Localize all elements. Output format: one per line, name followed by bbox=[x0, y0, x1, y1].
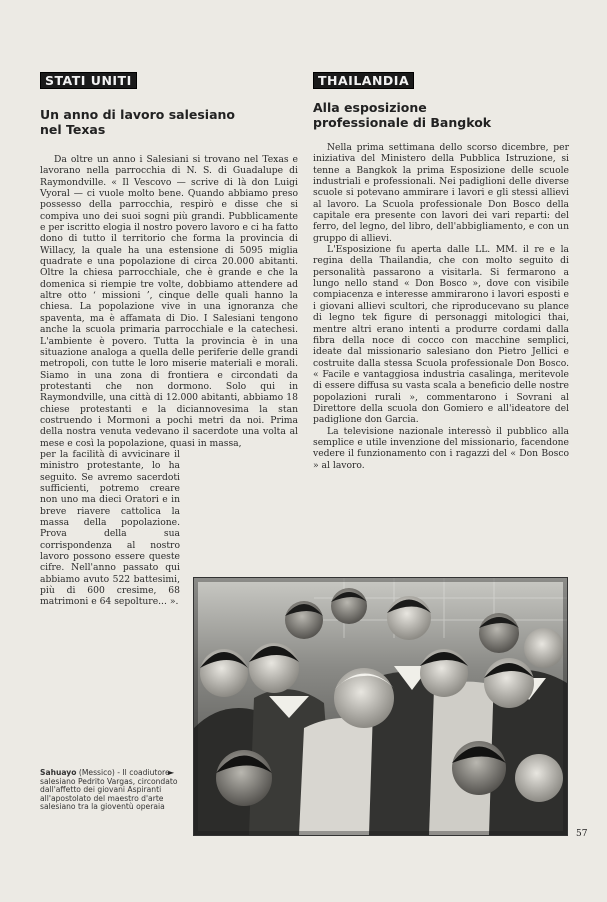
caption-place: Sahuayo bbox=[40, 768, 77, 777]
article-paragraph: L'Esposizione fu aperta dalle LL. MM. il re e la regina della Thailandia, che con molto seguito di personalità passarono a visitarla. Si fermarono a lungo nello stand « Don Bosco », dove con visibile compiacenza e interesse ammirarono i lavori esposti e i giovani allievi scultori, che riproducevano su plance di legno tek figure di personaggi mitologici thai, mentre altri erano intenti a produrre cordami dalla fibra della noce di cocco con macchine semplici, ideate dal missionario salesiano don Pietro Jellici e costruite dalla stessa Scuola professionale Don Bosco. « Facile e vantaggiosa industria casalinga, meritevole di essere diffusa su vasta scala a beneficio delle nostre popolazioni rurali », commentarono i Sovrani al Direttore della scuola don Gomiero e all'ideatore del padiglione don Garcia. bbox=[313, 244, 569, 426]
photo-caption bbox=[40, 769, 180, 812]
group-photo-illustration bbox=[194, 578, 567, 835]
article-body-texas-top: Da oltre un anno i Salesiani si trovano nel Texas e lavorano nella parrocchia di N. S. di Guadalupe di Raymondville. « Il Vescovo — scrive di là don Luigi Vyoral — ci vuole molto bene. Quando abbiamo preso possesso della parrocchia, respirò e disse che si compiva uno dei suoi sogni più grandi. Pubblicamente e per iscritto elogia il nostro povero lavoro e ci ha fatto dono di tutto il territorio che forma la provincia di Willacy, la quale ha una estensione di 5095 miglia quadrate e una popolazione di circa 20.000 abitanti. Oltre la chiesa parrocchiale, che è grande e che la domenica si riempie tre volte, dobbiamo attendere ad altre otto ‘ missioni ’, cinque delle quali hanno la chiesa. La popolazione vive in una ignoranza che spaventa, ma è affamata di Dio. I Salesiani tengono anche la scuola primaria parrocchiale e la catechesi. L'ambiente è povero. Tutta la provincia è in una situazione analoga a quella delle periferie delle grandi metropoli, con tutte le loro miserie materiali e morali. Siamo in una zona di frontiera e circondati da protestanti che non dormono. Solo qui in Raymondville, una città di 12.000 abitanti, abbiamo 18 chiese protestanti e la diciannovesima la stan costruendo i Mormoni a pochi metri da noi. Prima della nostra venuta vedevano il sacerdote una volta al mese e così la popolazione, quasi in massa, bbox=[40, 154, 298, 449]
section-tag-thailand: THAILANDIA bbox=[313, 72, 414, 89]
article-paragraph: La televisione nazionale interessò il pubblico alla semplice e utile invenzione del missionario, facendone vedere il funzionamento con i ragazzi del « Don Bosco » al lavoro. bbox=[313, 425, 569, 471]
right-column bbox=[313, 70, 569, 471]
group-photo bbox=[193, 577, 568, 836]
article-headline-texas: Un anno di lavoro salesiano nel Texas bbox=[40, 107, 236, 137]
section-tag-usa: STATI UNITI bbox=[40, 72, 137, 89]
left-column bbox=[40, 70, 298, 608]
article-headline-bangkok: Alla esposizione professionale di Bangkok bbox=[313, 100, 492, 130]
caption-arrow: ► bbox=[168, 768, 175, 777]
caption-text: (Messico) - Il coadiutore salesiano Pedrito Vargas, circondato dall'affetto dei giovani Aspiranti all'apostolato del maestro d'arte salesiano tra la gioventù operaia bbox=[40, 768, 178, 812]
article-paragraph: Nella prima settimana dello scorso dicembre, per iniziativa del Ministero della Pubblica Istruzione, si tenne a Bangkok la prima Esposizione delle scuole industriali e professionali. Nei padiglioni delle diverse scuole si potevano ammirare i lavori e gli stessi allievi al lavoro. La Scuola professionale Don Bosco della capitale era presente con lavori dei vari reparti: del ferro, del legno, del libro, dell'abbigliamento, e con un gruppo di allievi. bbox=[313, 142, 569, 244]
page-number: 57 bbox=[576, 829, 588, 839]
article-body-texas-narrow: per la facilità di avvicinare il ministro protestante, lo ha seguito. Se avremo sacerdoti sufficienti, potremo creare non uno ma dieci Oratori e in breve riavere cattolica la massa della popolazione. Prova della sua corrispondenza al nostro lavoro possono essere queste cifre. Nell'anno passato qui abbiamo avuto 522 battesimi, più di 600 cresime, 68 matrimoni e 64 sepolture... ». bbox=[40, 448, 180, 608]
